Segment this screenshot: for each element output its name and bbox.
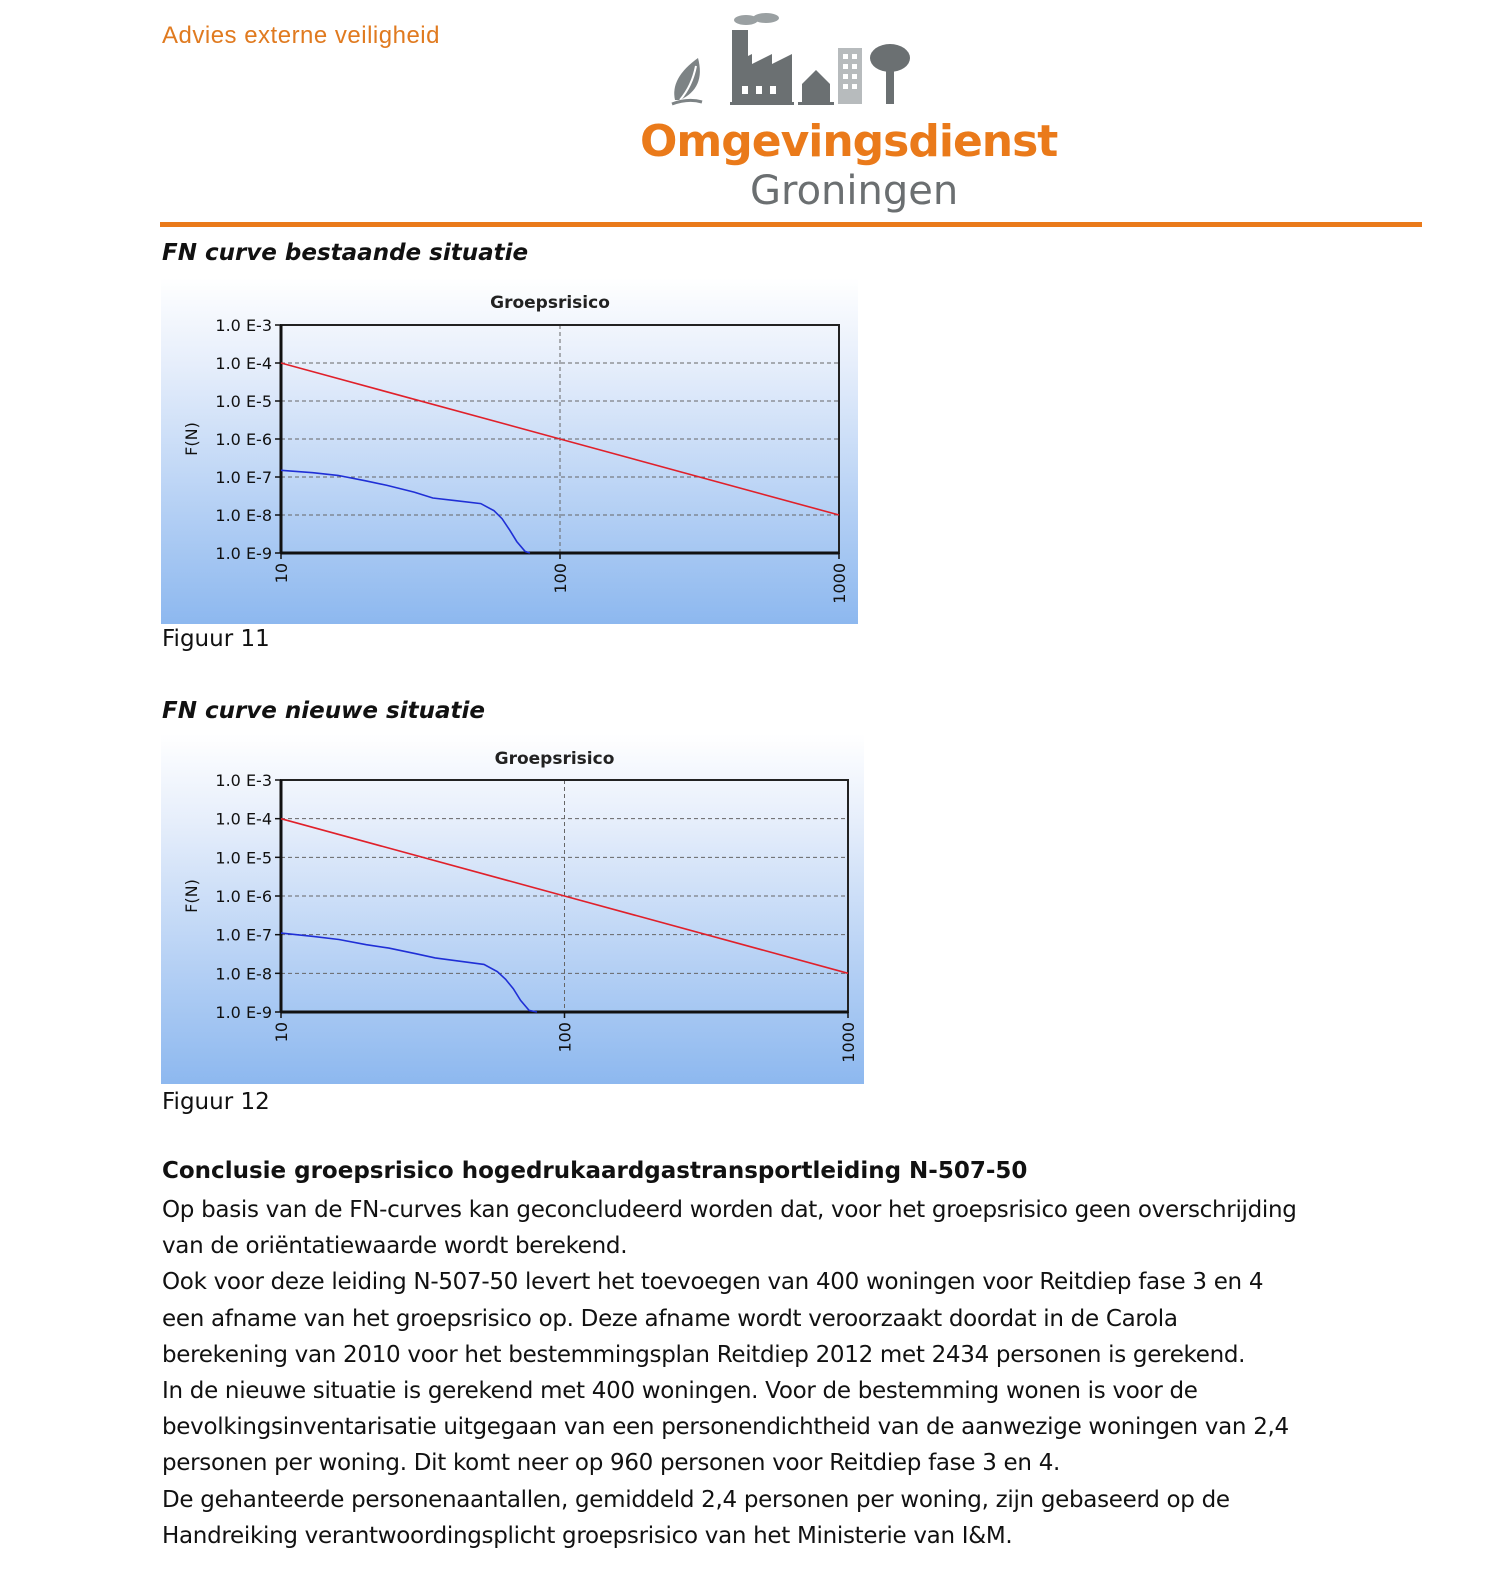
x-tick-label: 1000 — [830, 563, 849, 604]
logo-text-primary: Omgevingsdienst — [640, 116, 1058, 167]
y-axis-label: F(N) — [182, 422, 201, 456]
y-axis-label: F(N) — [182, 879, 201, 913]
chart-title: Groepsrisico — [494, 749, 615, 769]
x-tick-label: 1000 — [839, 1022, 858, 1063]
y-tick-label: 1.0 E-4 — [215, 354, 272, 373]
fn-chart-new — [161, 734, 864, 1088]
x-tick-label: 100 — [555, 1022, 575, 1053]
conclusion-line: van de oriëntatiewaarde wordt berekend. — [162, 1233, 628, 1260]
fn-chart-svg — [161, 278, 858, 624]
y-tick-label: 1.0 E-7 — [215, 468, 272, 487]
conclusion-paragraph — [162, 1192, 1422, 1554]
figure-1-title: FN curve bestaande situatie — [162, 240, 529, 266]
y-tick-label: 1.0 E-8 — [215, 964, 272, 984]
y-tick-label: 1.0 E-9 — [215, 544, 272, 563]
conclusion-line: berekening van 2010 voor het bestemmingsplan Reitdiep 2012 met 2434 personen is gerekend. — [162, 1341, 1246, 1368]
figure-1-caption: Figuur 11 — [162, 626, 270, 652]
y-tick-label: 1.0 E-7 — [215, 925, 272, 945]
chart-title: Groepsrisico — [490, 293, 610, 313]
logo-skyline-icon — [640, 8, 980, 118]
fn-chart-existing — [161, 278, 858, 628]
figure-2-caption: Figuur 12 — [162, 1089, 270, 1115]
conclusion-line: De gehanteerde personenaantallen, gemiddeld 2,4 personen per woning, zijn gebaseerd op de — [162, 1486, 1230, 1513]
organization-logo — [640, 8, 1058, 218]
x-tick-label: 10 — [272, 1022, 291, 1043]
conclusion-line: In de nieuwe situatie is gerekend met 400 woningen. Voor de bestemming wonen is voor de — [162, 1378, 1198, 1405]
y-tick-label: 1.0 E-5 — [215, 848, 272, 868]
figure-2-title: FN curve nieuwe situatie — [162, 698, 485, 724]
logo-text-secondary: Groningen — [750, 168, 959, 214]
conclusion-line: Op basis van de FN-curves kan geconcludeerd worden dat, voor het groepsrisico geen overschrijding — [162, 1197, 1297, 1223]
y-tick-label: 1.0 E-5 — [215, 392, 272, 411]
conclusion-line: Ook voor deze leiding N-507-50 levert het toevoegen van 400 woningen voor Reitdiep fase 3 en 4 — [162, 1269, 1264, 1296]
fn-chart-svg — [161, 734, 864, 1084]
y-tick-label: 1.0 E-4 — [215, 809, 272, 829]
y-tick-label: 1.0 E-6 — [215, 887, 272, 906]
x-tick-label: 10 — [272, 563, 291, 584]
y-tick-label: 1.0 E-8 — [215, 506, 272, 525]
conclusion-line: Handreiking verantwoordingsplicht groepsrisico van het Ministerie van I&M. — [162, 1522, 1013, 1549]
header-divider — [160, 222, 1422, 227]
y-tick-label: 1.0 E-3 — [215, 316, 272, 335]
y-tick-label: 1.0 E-9 — [215, 1003, 272, 1022]
conclusion-line: bevolkingsinventarisatie uitgegaan van een personendichtheid van de aanwezige woningen van 2,4 — [162, 1414, 1289, 1441]
y-tick-label: 1.0 E-6 — [215, 430, 272, 449]
conclusion-line: personen per woning. Dit komt neer op 960 personen voor Reitdiep fase 3 en 4. — [162, 1450, 1061, 1477]
conclusion-line: een afname van het groepsrisico op. Deze afname wordt veroorzaakt doordat in de Carola — [162, 1305, 1178, 1332]
header-department-label: Advies externe veiligheid — [162, 22, 440, 49]
conclusion-heading: Conclusie groepsrisico hogedrukaardgastransportleiding N-507-50 — [162, 1158, 1028, 1184]
y-tick-label: 1.0 E-3 — [215, 771, 272, 790]
x-tick-label: 100 — [551, 563, 570, 594]
